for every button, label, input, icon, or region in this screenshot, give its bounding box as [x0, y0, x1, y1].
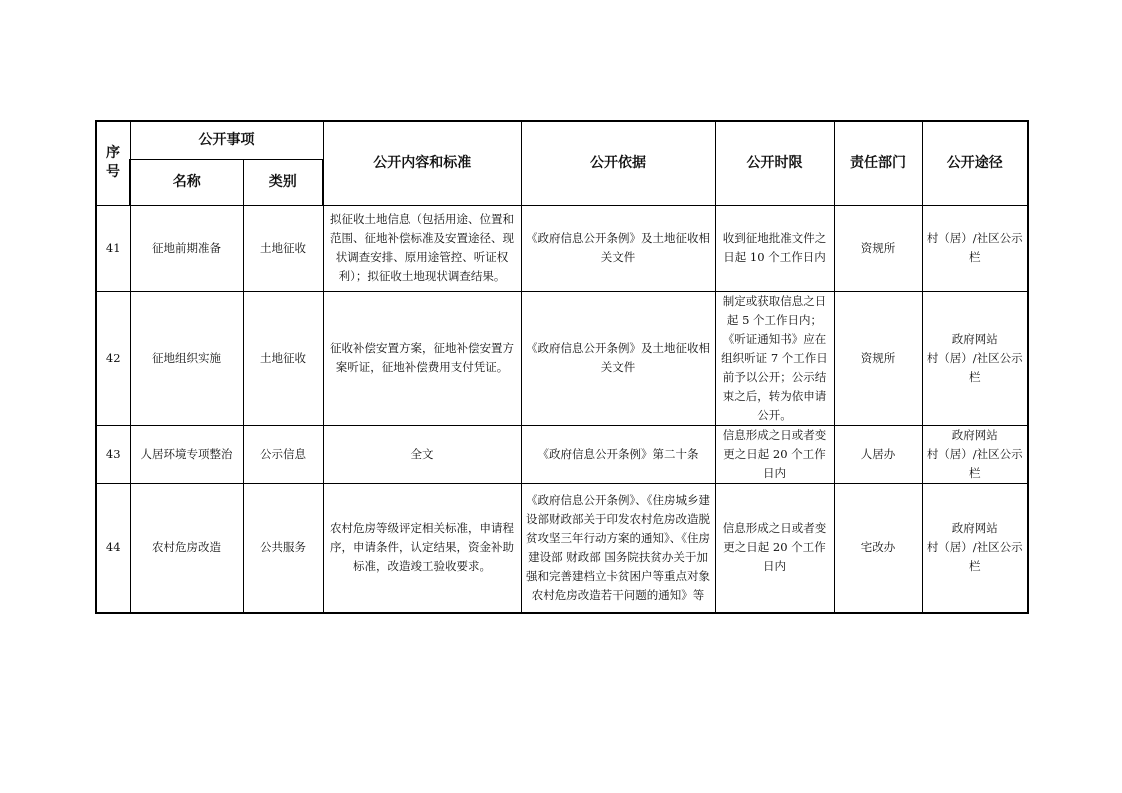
row-content: 拟征收土地信息（包括用途、位置和范围、征地补偿标准及安置途径、现状调查安排、原用途管控、听证权利）；拟征收土地现状调查结果。 [323, 205, 521, 291]
row-basis: 《政府信息公开条例》及土地征收相关文件 [521, 291, 715, 425]
row-content: 征收补偿安置方案，征地补偿安置方案听证，征地补偿费用支付凭证。 [323, 291, 521, 425]
header-content: 公开内容和标准 [323, 121, 521, 205]
row-category: 公示信息 [243, 425, 323, 483]
row-seq: 44 [96, 483, 130, 613]
row-time-limit: 收到征地批准文件之日起 10 个工作日内 [715, 205, 834, 291]
row-seq: 43 [96, 425, 130, 483]
row-name: 人居环境专项整治 [130, 425, 243, 483]
row-department: 资规所 [834, 205, 922, 291]
header-category: 类别 [243, 159, 323, 205]
table-row [96, 291, 1028, 425]
header-channel: 公开途径 [922, 121, 1028, 205]
row-category: 公共服务 [243, 483, 323, 613]
row-name: 征地前期准备 [130, 205, 243, 291]
row-channel [922, 205, 1028, 291]
channel-line: 村（居）/社区公示栏 [926, 350, 1023, 384]
disclosure-table [95, 120, 1029, 614]
header-seq: 序号 [96, 121, 130, 205]
row-time-limit: 信息形成之日或者变更之日起 20 个工作日内 [715, 425, 834, 483]
row-channel [922, 291, 1028, 425]
row-time-limit: 制定或获取信息之日起 5 个工作日内；《听证通知书》应在组织听证 7 个工作日前予以公开；公示结束之后，转为依申请公开。 [715, 291, 834, 425]
channel-line: 村（居）/社区公示栏 [926, 540, 1023, 574]
row-basis: 《政府信息公开条例》及土地征收相关文件 [521, 205, 715, 291]
row-channel [922, 425, 1028, 483]
channel-line: 政府网站 [951, 521, 998, 536]
table-row [96, 425, 1028, 483]
row-content: 全文 [323, 425, 521, 483]
row-department: 资规所 [834, 291, 922, 425]
table-row [96, 483, 1028, 613]
row-category: 土地征收 [243, 205, 323, 291]
row-seq: 42 [96, 291, 130, 425]
row-channel [922, 483, 1028, 613]
channel-line: 政府网站 [951, 331, 998, 346]
row-name: 征地组织实施 [130, 291, 243, 425]
channel-line: 村（居）/社区公示栏 [926, 446, 1023, 480]
table-row [96, 205, 1028, 291]
row-seq: 41 [96, 205, 130, 291]
header-basis: 公开依据 [521, 121, 715, 205]
row-name: 农村危房改造 [130, 483, 243, 613]
row-department: 宅改办 [834, 483, 922, 613]
row-department: 人居办 [834, 425, 922, 483]
row-time-limit: 信息形成之日或者变更之日起 20 个工作日内 [715, 483, 834, 613]
header-department: 责任部门 [834, 121, 922, 205]
channel-line: 村（居）/社区公示栏 [926, 231, 1023, 264]
row-basis: 《政府信息公开条例》、《住房城乡建设部财政部关于印发农村危房改造脱贫攻坚三年行动方案的通知》、《住房建设部 财政部 国务院扶贫办关于加强和完善建档立卡贫困户等重点对象农村危房改造若干问题的通知》等 [521, 483, 715, 613]
header-time-limit: 公开时限 [715, 121, 834, 205]
header-item-group: 公开事项 [130, 121, 323, 159]
row-basis: 《政府信息公开条例》第二十条 [521, 425, 715, 483]
row-category: 土地征收 [243, 291, 323, 425]
channel-line: 政府网站 [951, 427, 998, 442]
row-content: 农村危房等级评定相关标准，申请程序，申请条件，认定结果，资金补助标准，改造竣工验收要求。 [323, 483, 521, 613]
header-name: 名称 [130, 159, 243, 205]
